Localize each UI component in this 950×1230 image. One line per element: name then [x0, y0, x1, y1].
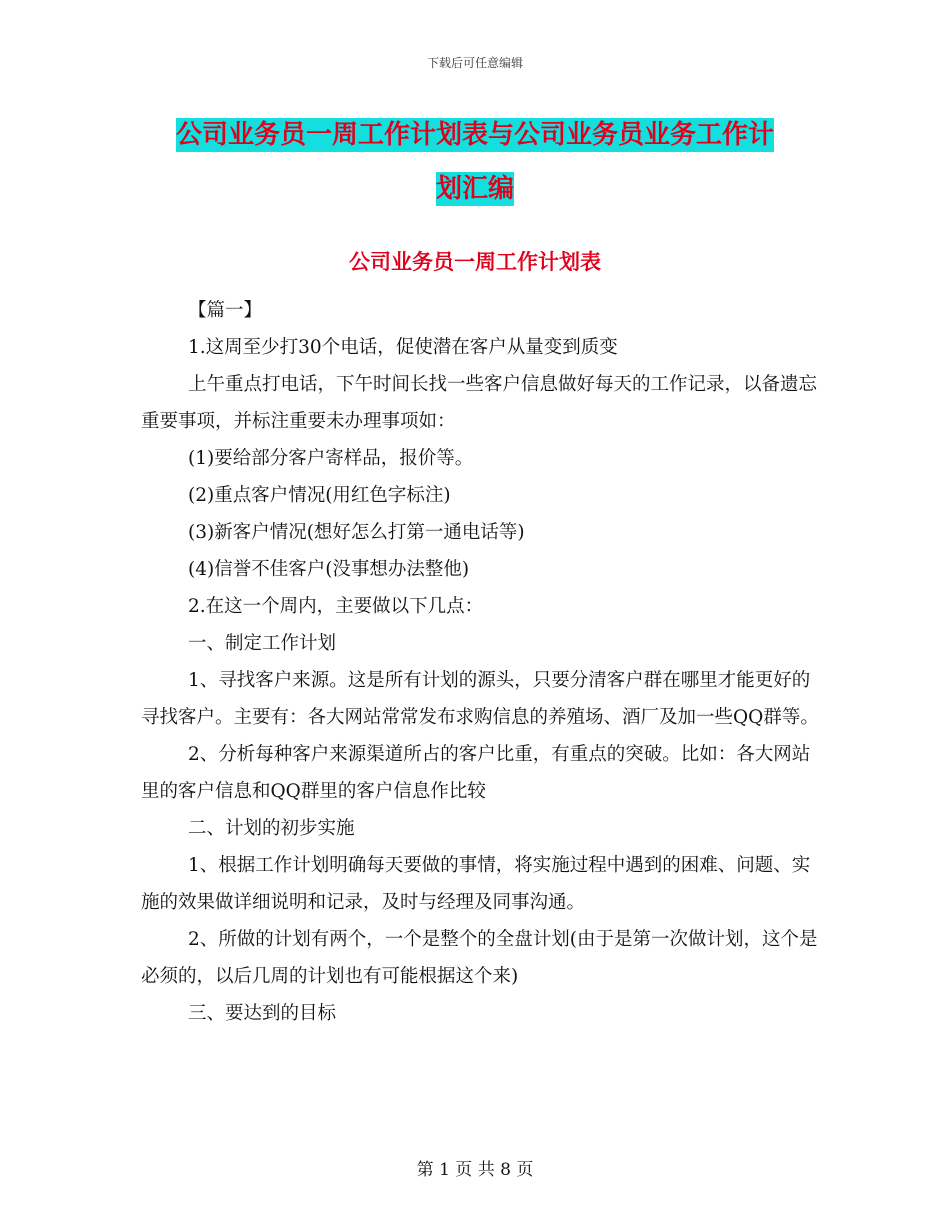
- paragraph: (1)要给部分客户寄样品，报价等。: [188, 448, 474, 469]
- title-line-2: 划汇编: [435, 174, 514, 204]
- paragraph: 【篇一】: [188, 300, 263, 321]
- section-title: 公司业务员一周工作计划表: [349, 250, 601, 274]
- page-header: 下载后可任意编辑: [426, 56, 523, 70]
- paragraph: 1、根据工作计划明确每天要做的事情，将实施过程中遇到的困难、问题、实施的效果做详细说明和记录，及时与经理及同事沟通。: [141, 855, 811, 913]
- paragraph: (2)重点客户情况(用红色字标注): [188, 485, 451, 506]
- paragraph: 1.这周至少打30个电话，促使潜在客户从量变到质变: [188, 337, 618, 358]
- paragraph: 一、制定工作计划: [188, 633, 337, 654]
- paragraph: 2、所做的计划有两个，一个是整个的全盘计划(由于是第一次做计划，这个是必须的，以后几周的计划也有可能根据这个来): [141, 929, 818, 987]
- paragraph: 三、要达到的目标: [188, 1003, 337, 1024]
- title-line-1: 公司业务员一周工作计划表与公司业务员业务工作计: [175, 120, 774, 150]
- paragraph: 二、计划的初步实施: [188, 818, 355, 839]
- paragraph: 2.在这一个周内，主要做以下几点：: [188, 596, 484, 617]
- paragraph: 1、寻找客户来源。这是所有计划的源头，只要分清客户群在哪里才能更好的寻找客户。主要有：各大网站常常发布求购信息的养殖场、酒厂及加一些QQ群等。: [141, 670, 819, 728]
- paragraph: 上午重点打电话，下午时间长找一些客户信息做好每天的工作记录，以备遗忘重要事项，并标注重要未办理事项如：: [141, 374, 818, 432]
- page-footer: 第 1 页 共 8 页: [416, 1160, 534, 1180]
- paragraph: 2、分析每种客户来源渠道所占的客户比重，有重点的突破。比如：各大网站里的客户信息和QQ群里的客户信息作比较: [141, 744, 811, 802]
- paragraph: (4)信誉不佳客户(没事想办法整他): [188, 559, 470, 580]
- body-text: [141, 292, 821, 1032]
- paragraph: (3)新客户情况(想好怎么打第一通电话等): [188, 522, 525, 543]
- document-title: [150, 108, 800, 216]
